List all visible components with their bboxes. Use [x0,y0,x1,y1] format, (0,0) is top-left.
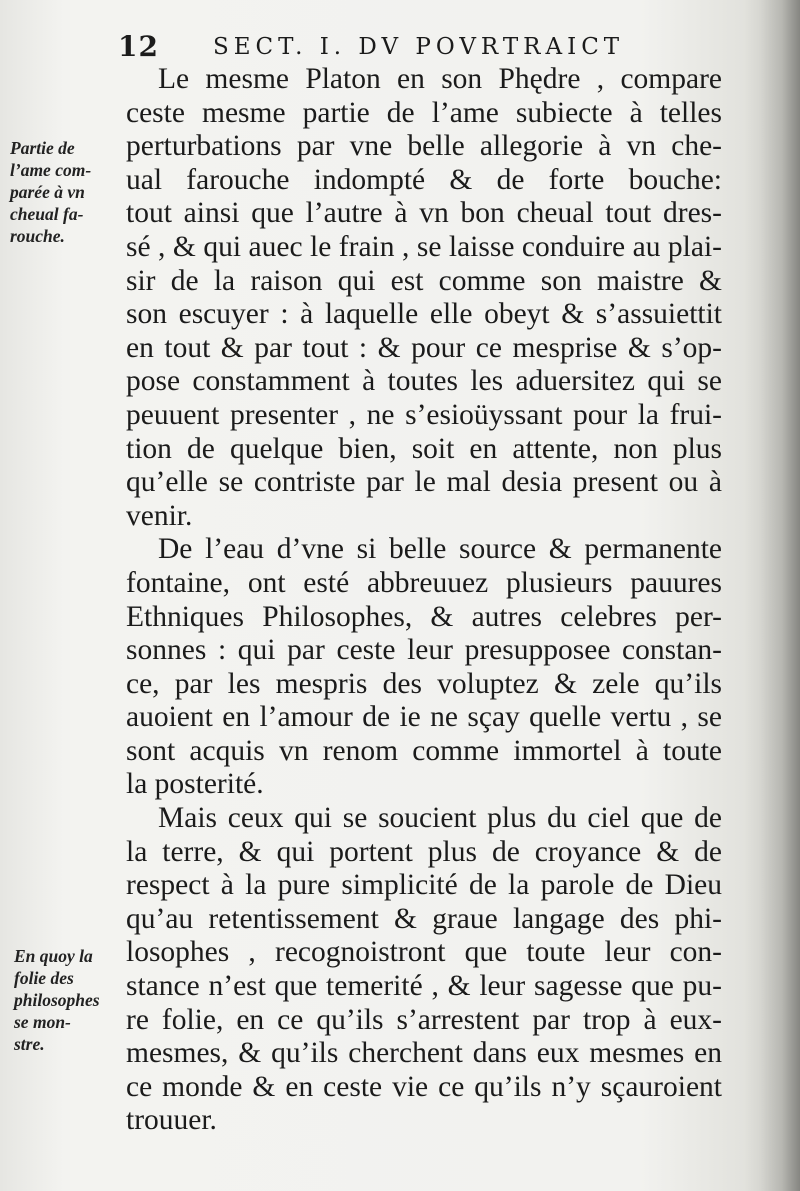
marginal-line: rouche. [10,226,65,246]
text-line: ce monde & en ceste vie ce qu’ils n’y sçauroient [126,1070,722,1103]
text-line: De l’eau d’vne si belle source & permanente [158,533,722,566]
text-line: ce, par les mespris des voluptez & zele qu’ils [126,667,722,700]
text-line: tout ainsi que l’autre à vn bon cheual tout dres- [126,197,722,230]
text-line: en tout & par tout : & pour ce mesprise & s’op- [126,331,722,364]
marginal-line: cheual fa- [10,204,84,224]
text-line: peuuent presenter , ne s’esioüyssant pour la frui- [126,398,722,431]
text-line: ual farouche indompté & de forte bouche: [126,163,722,196]
marginal-line: philosophes [14,990,100,1010]
text-line: pose constamment à toutes les aduersitez qui se [126,365,722,398]
text-line: venir. [126,499,193,532]
marginal-line: l’ame com- [10,160,92,180]
marginal-line: stre. [14,1034,45,1054]
marginal-line: se mon- [14,1012,71,1032]
text-line: sé , & qui auec le frain , se laisse conduire au plai- [126,230,722,263]
text-line: perturbations par vne belle allegorie à vn che- [126,130,722,163]
running-head: SECT. I. DV POVRTRAICT [213,34,625,60]
text-line: fontaine, ont esté abbreuuez plusieurs pauures [126,566,722,599]
text-line: losophes , recognoistront que toute leur con- [126,936,722,969]
text-line: mesmes, & qu’ils cherchent dans eux mesmes en [126,1037,722,1070]
text-line: qu’au retentissement & graue langage des phi- [126,902,722,935]
page-edge-shadow [760,0,800,1191]
text-line: stance n’est que temerité , & leur sagesse que pu- [126,970,722,1003]
text-line: re folie, en ce qu’ils s’arrestent par trop à eux- [126,1003,722,1036]
text-line: ceste mesme partie de l’ame subiecte à telles [126,96,722,129]
body-text [126,63,722,1138]
text-line: Mais ceux qui se soucient plus du ciel que de [158,802,722,835]
text-line: qu’elle se contriste par le mal desia present ou à [126,466,722,499]
text-line: tion de quelque bien, soit en attente, non plus [126,432,722,465]
marginal-note-folie-des-philosophes [14,945,126,1055]
text-line: la terre, & qui portent plus de croyance & de [126,835,722,868]
marginal-note-partie-de-lame [10,137,122,247]
page-number: 12 [118,30,159,63]
text-line: son escuyer : à laquelle elle obeyt & s’assuiettit [126,298,722,331]
marginal-line: folie des [14,968,74,988]
marginal-line: parée à vn [10,182,85,202]
text-line: sonnes : qui par ceste leur presupposee constan- [126,634,722,667]
text-line: Ethniques Philosophes, & autres celebres per- [126,600,722,633]
marginal-line: En quoy la [14,946,93,966]
text-line: la posterité. [126,768,264,801]
text-line: sir de la raison qui est comme son maistre & [126,264,722,297]
text-line: trouuer. [126,1104,217,1137]
page-header [118,30,758,64]
text-line: Le mesme Platon en son Phędre , compare [158,63,722,95]
text-line: sont acquis vn renom comme immortel à toute [126,734,722,767]
text-line: auoient en l’amour de ie ne sçay quelle vertu , se [126,701,722,734]
marginal-line: Partie de [10,138,75,158]
text-line: respect à la pure simplicité de la parole de Dieu [126,869,722,902]
